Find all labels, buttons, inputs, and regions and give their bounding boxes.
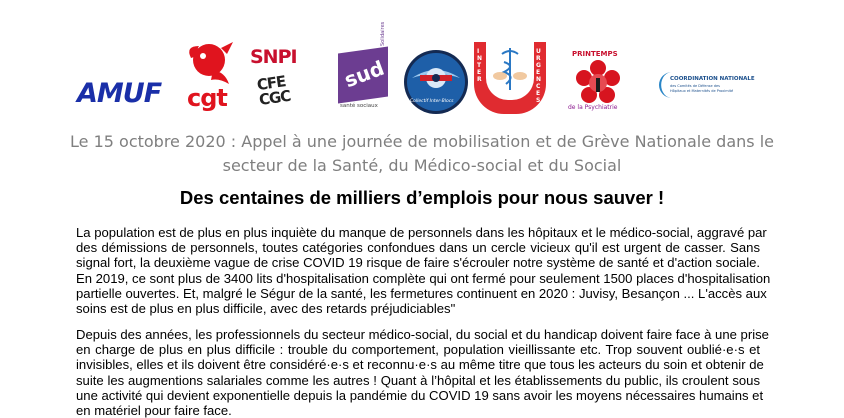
- paragraph-1-line: des démissions de personnels, toutes catégories confondues dans un cercle vicieux qu'il est urgent de casser. Sans: [76, 240, 760, 256]
- cgt-logo-text: cgt: [187, 84, 227, 112]
- snpi-logo-text: SNPI: [250, 46, 297, 68]
- printemps-logo-text: PRINTEMPS: [572, 50, 618, 58]
- amuf-logo-text: AMUF: [77, 78, 162, 109]
- coordination-logo-text: COORDINATION NATIONALE: [670, 76, 755, 82]
- subtitle-line-1: Le 15 octobre 2020 : Appel à une journée de mobilisation et de Grève Nationale dans le: [70, 132, 774, 151]
- coordination-sub-text: des Comités de Défense des Hôpitaux et Maternités de Proximité: [670, 84, 734, 93]
- logo-strip: [0, 0, 844, 124]
- paragraph-2-line: en charge de plus en plus difficile : trouble du comportement, population vieillissante etc. Trop souvent oublié·e·s et: [76, 342, 760, 358]
- paragraph-2-line: en matériel pour faire face.: [76, 403, 232, 418]
- paragraph-2-line: suite les augmentions salariales comme les autres ! Quant à l’hôpital et les établissements du public, ils croulent sous: [76, 372, 760, 388]
- paragraph-1-line: signal fort, la deuxième vague de crise COVID 19 risque de faire s'écrouler notre système de santé et d'action sociale.: [76, 255, 761, 271]
- sud-logo: [338, 21, 398, 110]
- subtitle-line-2: secteur de la Santé, du Médico-social et du Social: [222, 156, 622, 175]
- inter-urgences-logo: [474, 42, 546, 118]
- paragraph-1-line: soins est de plus en plus difficile, avec des retards préjudiciables": [76, 301, 456, 317]
- headline: Des centaines de milliers d’emplois pour nous sauver !: [179, 187, 665, 208]
- coordination-nationale-logo: [656, 70, 755, 104]
- paragraph-2-line: une activité qui devient exponentielle depuis la pandémie du COVID 19 sans avoir les moyens nécessaires humains et: [76, 387, 764, 403]
- sud-tag-text: santé sociaux: [340, 103, 378, 109]
- printemps-psychiatrie-logo: [568, 50, 628, 116]
- paragraph-1: [76, 225, 771, 317]
- paragraph-2-line: invisibles, elles et ils doivent être considéré·e·s et reconnu·e·s au même titre que tous les acteurs du soin et obtenir de: [76, 357, 764, 373]
- paragraph-1-line: partielle ouvertes. Et, malgré le Ségur de la santé, les fermetures continuent en 2020 : Juvisy, Besançon ... L'accès aux: [76, 285, 767, 301]
- paragraph-1-line: La population est de plus en plus inquiète du manque de personnels dans les hôpitaux et le médico-social, aggravé par: [76, 225, 767, 240]
- inter-blocs-globe-icon: [402, 48, 470, 116]
- caduceus-hands-icon: [490, 44, 530, 94]
- snpi-cfecgc-logo: [250, 46, 302, 120]
- inter-logo-text: INTER: [477, 48, 483, 83]
- collectif-inter-blocs-logo: [402, 48, 470, 116]
- call-to-strike-subtitle: [0, 132, 844, 176]
- amuf-logo: [77, 78, 187, 116]
- cgt-bird-icon: [181, 40, 239, 90]
- flower-icon: [576, 60, 620, 104]
- collectif-logo-text: Collectif Inter-Blocs: [410, 99, 454, 104]
- cfecgc-logo-text: CFE CGC: [255, 72, 292, 109]
- urgences-logo-text: URGENCES: [536, 48, 542, 104]
- sud-side-text: Solidaires: [380, 21, 386, 46]
- cgt-logo: [181, 40, 239, 116]
- paragraph-2-line: Depuis des années, les professionnels du secteur médico-social, du social et du handicap doivent faire face à une prise: [76, 327, 769, 342]
- psychiatrie-logo-text: de la Psychiatrie: [568, 104, 618, 111]
- paragraph-2: [76, 327, 769, 418]
- paragraph-1-line: En 2019, ce sont plus de 3400 lits d'hospitalisation complète qui ont fermé pour seulement 1500 places d'hospitalisation: [76, 270, 771, 286]
- sud-logo-text: sud: [341, 55, 388, 93]
